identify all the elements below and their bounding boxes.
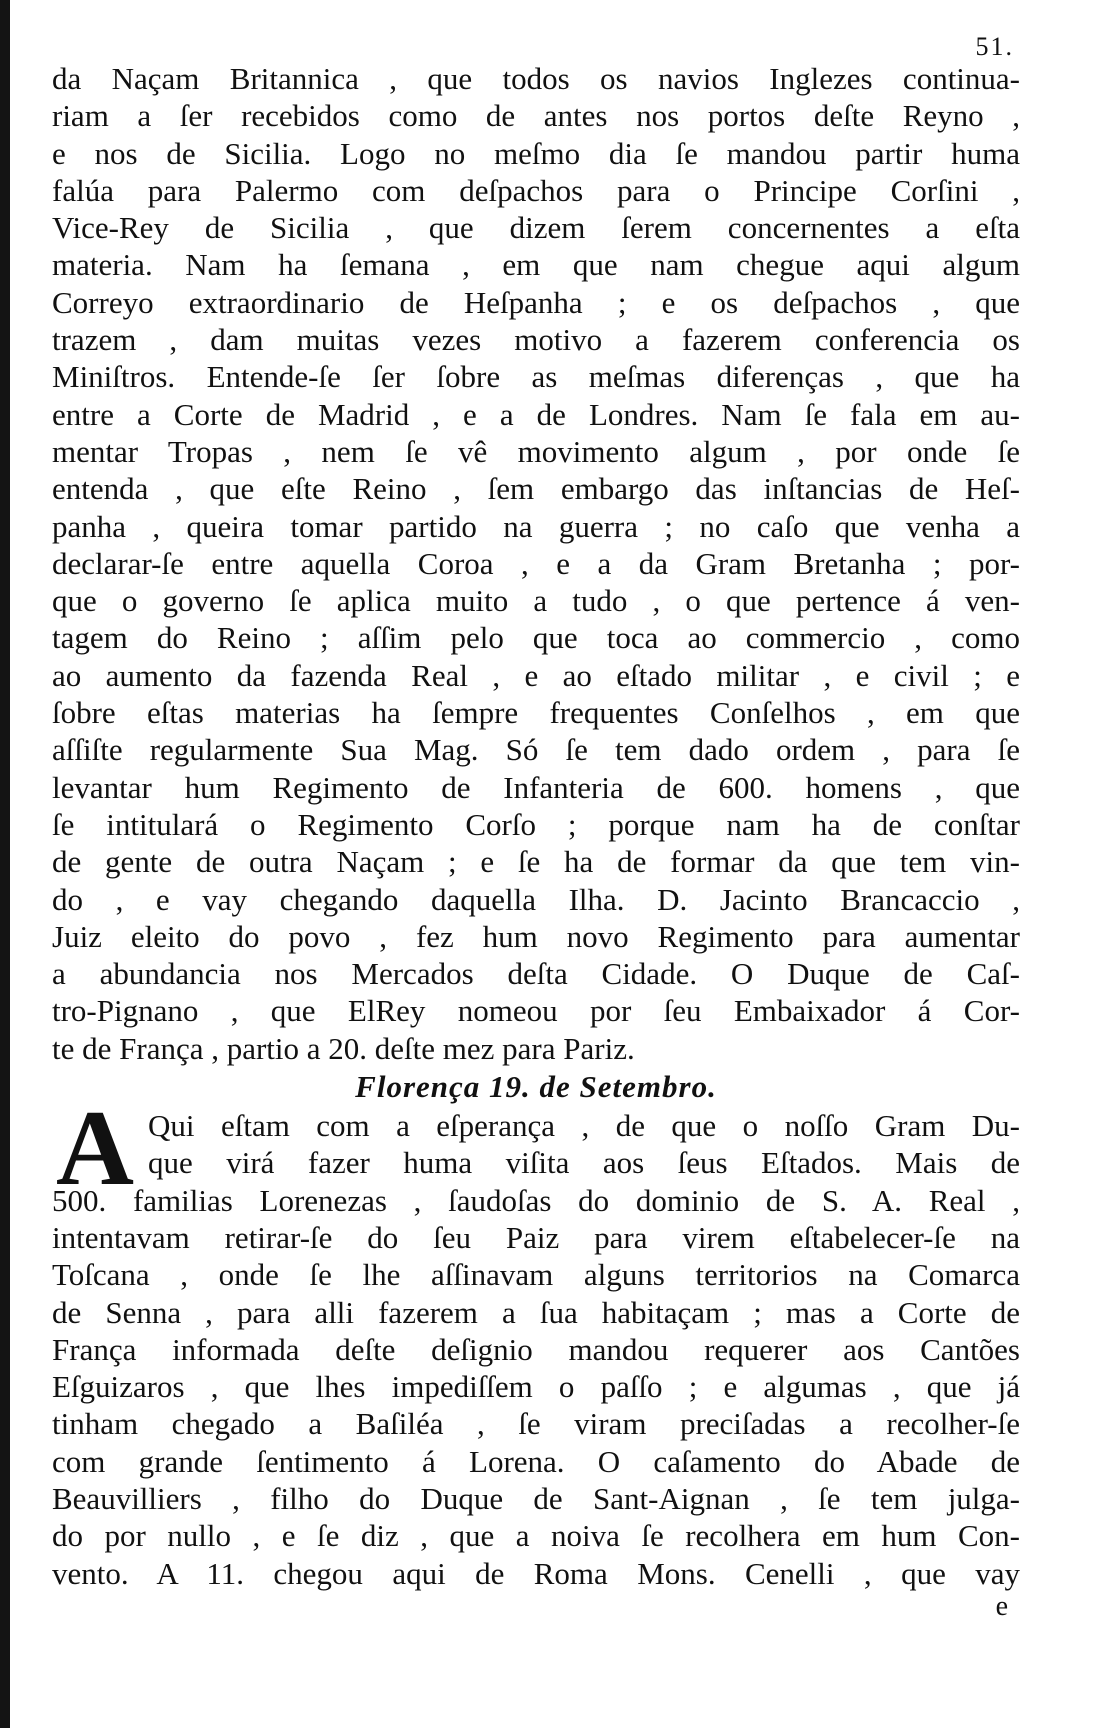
text-line: te de França , partio a 20. deſte mez para Pariz. <box>52 1030 635 1066</box>
text-line: trazem , dam muitas vezes motivo a fazerem conferencia os <box>52 322 1020 358</box>
text-line: ſe intitulará o Regimento Corſo ; porque nam ha de conſtar <box>52 806 1020 842</box>
dateline-heading: Florença 19. de Setembro. <box>355 1069 717 1105</box>
text-line: Miniſtros. Entende-ſe ſer ſobre as meſmas diferenças , que ha <box>52 359 1020 395</box>
text-line: mentar Tropas , nem ſe vê movimento algum , por onde ſe <box>52 433 1020 469</box>
catchword: e <box>995 1590 1008 1622</box>
text-line: Toſcana , onde ſe lhe aſſinavam alguns territorios na Comarca <box>52 1257 1020 1293</box>
paragraph-florence-report <box>52 1089 1020 1592</box>
text-line: do por nullo , e ſe diz , que a noiva ſe recolhera em hum Con- <box>52 1518 1020 1554</box>
text-line: entre a Corte de Madrid , e a de Londres. Nam ſe fala em au- <box>52 396 1020 432</box>
text-line: declarar-ſe entre aquella Coroa , e a da Gram Bretanha ; por- <box>52 545 1020 581</box>
text-line: levantar hum Regimento de Infanteria de 600. homens , que <box>52 769 1020 805</box>
text-line: falúa para Palermo com deſpachos para o Principe Corſini , <box>52 172 1020 208</box>
text-line: com grande ſentimento á Lorena. O caſamento do Abade de <box>52 1443 1020 1479</box>
text-line: que virá fazer huma viſita aos ſeus Eſtados. Mais de <box>148 1145 1020 1181</box>
text-line: 500. familias Lorenezas , ſaudoſas do dominio de S. A. Real , <box>52 1182 1020 1218</box>
text-line: do , e vay chegando daquella Ilha. D. Jacinto Brancaccio , <box>52 881 1020 917</box>
text-line: Qui eſtam com a eſperança , de que o noſſo Gram Du- <box>148 1108 1020 1144</box>
text-line: e nos de Sicilia. Logo no meſmo dia ſe mandou partir huma <box>52 135 1020 171</box>
text-line: entenda , que eſte Reino , ſem embargo das inſtancias de Heſ- <box>52 471 1020 507</box>
text-line: de gente de outra Naçam ; e ſe ha de formar da que tem vin- <box>52 844 1020 880</box>
paragraph-naples-report <box>52 60 1020 1067</box>
text-line: tro-Pignano , que ElRey nomeou por ſeu Embaixador á Cor- <box>52 993 1020 1029</box>
text-line: a abundancia nos Mercados deſta Cidade. O Duque de Caſ- <box>52 956 1020 992</box>
drop-cap: A <box>56 1089 134 1209</box>
text-line: intentavam retirar-ſe do ſeu Paiz para virem eſtabelecer-ſe na <box>52 1219 1020 1255</box>
text-line: que o governo ſe aplica muito a tudo , o que pertence á ven- <box>52 583 1020 619</box>
text-line: tagem do Reino ; aſſim pelo que toca ao commercio , como <box>52 620 1020 656</box>
paragraph-lines <box>52 1182 1020 1592</box>
page-number: 51. <box>975 32 1014 61</box>
drop-cap-indented-lines <box>52 1107 1020 1182</box>
text-line: Juiz eleito do povo , fez hum novo Regimento para aumentar <box>52 918 1020 954</box>
text-line: ao aumento da fazenda Real , e ao eſtado militar , e civil ; e <box>52 657 1020 693</box>
text-line: tinham chegado a Baſiléa , ſe viram preciſadas a recolher-ſe <box>52 1406 1020 1442</box>
text-line: Eſguizaros , que lhes impediſſem o paſſo ; e algumas , que já <box>52 1369 1020 1405</box>
text-line: materia. Nam ha ſemana , em que nam chegue aqui algum <box>52 247 1020 283</box>
text-line: panha , queira tomar partido na guerra ; no caſo que venha a <box>52 508 1020 544</box>
page-binding-edge <box>0 0 10 1728</box>
text-line: Vice-Rey de Sicilia , que dizem ſerem concernentes a eſta <box>52 210 1020 246</box>
text-line: ſobre eſtas materias ha ſempre frequentes Conſelhos , em que <box>52 695 1020 731</box>
text-line: Correyo extraordinario de Heſpanha ; e os deſpachos , que <box>52 284 1020 320</box>
text-block <box>52 60 1020 1622</box>
text-line: Beauvilliers , filho do Duque de Sant-Aignan , ſe tem julga- <box>52 1480 1020 1516</box>
text-line: França informada deſte deſignio mandou requerer aos Cantões <box>52 1331 1020 1367</box>
text-line: vento. A 11. chegou aqui de Roma Mons. Cenelli , que vay <box>52 1555 1020 1591</box>
text-line: riam a ſer recebidos como de antes nos portos deſte Reyno , <box>52 98 1020 134</box>
text-line: aſſiſte regularmente Sua Mag. Só ſe tem dado ordem , para ſe <box>52 732 1020 768</box>
text-line: da Naçam Britannica , que todos os navios Inglezes continua- <box>52 61 1020 96</box>
text-line: de Senna , para alli fazerem a ſua habitaçam ; mas a Corte de <box>52 1294 1020 1330</box>
